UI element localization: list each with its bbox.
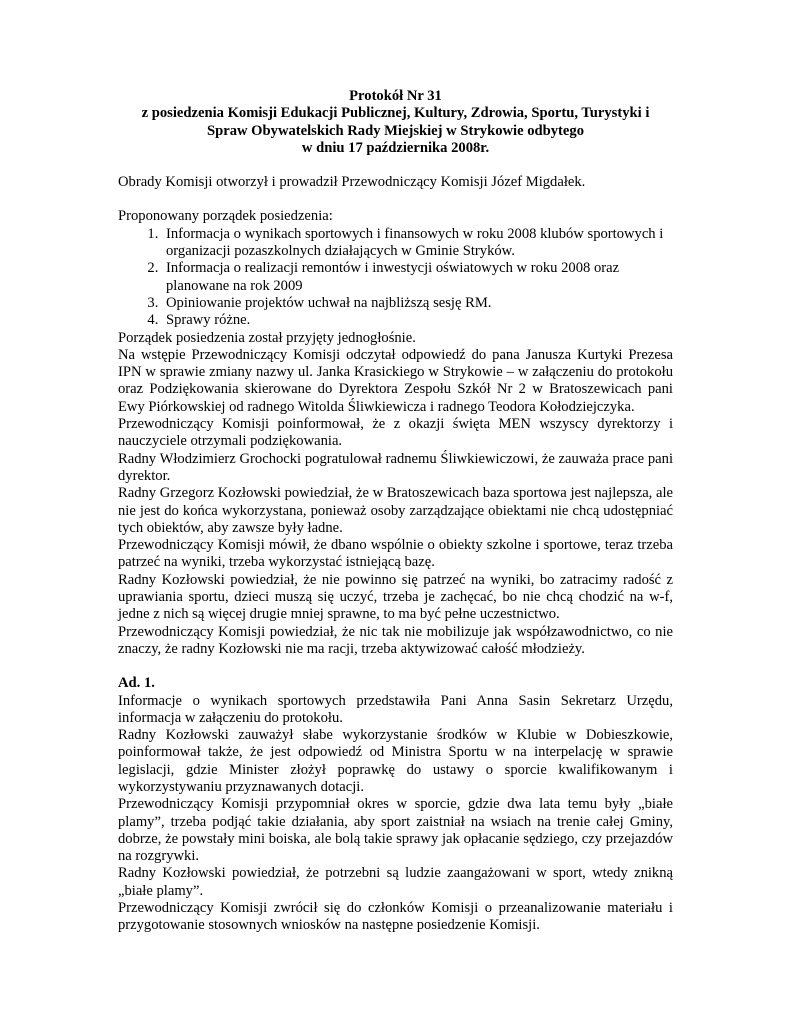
paragraph: Przewodniczący Komisji zwrócił się do członków Komisji o przeanalizowanie materiału i przygotowanie stosownych wniosków na następne posiedzenie Komisji. (118, 900, 673, 934)
document-page (118, 88, 673, 935)
agenda-item: 4. Sprawy różne. (162, 312, 673, 329)
agenda-list (118, 226, 673, 330)
paragraph: Przewodniczący Komisji powiedział, że nic tak nie mobilizuje jak współzawodnictwo, co nie znaczy, że radny Kozłowski nie ma racji, trzeba aktywizować całość młodzieży. (118, 623, 673, 657)
agenda-item: 2. Informacja o realizacji remontów i inwestycji oświatowych w roku 2008 oraz planowane na rok 2009 (162, 260, 673, 295)
paragraph: Na wstępie Przewodniczący Komisji odczytał odpowiedź do pana Janusza Kurtyki Prezesa IPN w sprawie zmiany nazwy ul. Janka Krasickiego w Strykowie – w załączeniu do protokołu oraz Podziękowania skierowane do Dyrektora Zespołu Szkół Nr 2 w Bratoszewicach pani Ewy Piórkowskiej od radnego Witolda Śliwkiewicza i radnego Teodora Kołodziejczyka. (118, 346, 673, 415)
title-line-1: Protokół Nr 31 (349, 88, 442, 104)
section-heading: Ad. 1. (118, 675, 155, 692)
paragraph: Radny Kozłowski zauważył słabe wykorzystanie środków w Klubie w Dobieszkowie, poinformował także, że jest odpowiedź od Ministra Sportu w na interpelację w sprawie legislacji, gdzie Minister złożył poprawkę do ustawy o sporcie kwalifikowanym i wykorzystywaniu przyznawanych dotacji. (118, 727, 673, 795)
document-title (118, 88, 673, 157)
paragraph: Radny Grzegorz Kozłowski powiedział, że w Bratoszewicach baza sportowa jest najlepsza, ale nie jest do końca wykorzystana, ponieważ osoby zarządzające obiektami nie chcą udostępniać tych obiektów, aby zawsze były ładne. (118, 485, 673, 536)
agenda-heading: Proponowany porządek posiedzenia: (118, 208, 333, 225)
title-line-4: w dniu 17 października 2008r. (301, 139, 490, 156)
title-line-2: z posiedzenia Komisji Edukacji Publicznej, Kultury, Zdrowia, Sportu, Turystyki i (141, 105, 650, 122)
paragraph: Informacje o wynikach sportowych przedstawiła Pani Anna Sasin Sekretarz Urzędu, informacja w załączeniu do protokołu. (118, 692, 673, 726)
title-line-3: Spraw Obywatelskich Rady Miejskiej w Strykowie odbytego (206, 122, 584, 139)
agenda-item: 1. Informacja o wynikach sportowych i finansowych w roku 2008 klubów sportowych i organizacji pozaszkolnych działających w Gminie Stryków. (162, 226, 673, 261)
paragraph: Porządek posiedzenia został przyjęty jednogłośnie. (118, 329, 416, 346)
agenda-item: 3. Opiniowanie projektów uchwał na najbliższą sesję RM. (162, 295, 673, 312)
paragraph: Przewodniczący Komisji poinformował, że z okazji święta MEN wszyscy dyrektorzy i nauczyciele otrzymali podziękowania. (118, 416, 673, 450)
intro-paragraph: Obrady Komisji otworzył i prowadził Przewodniczący Komisji Józef Migdałek. (118, 174, 586, 191)
paragraph: Radny Kozłowski powiedział, że potrzebni są ludzie zaangażowani w sport, wtedy znikną „białe plamy”. (118, 865, 673, 899)
paragraph: Radny Włodzimierz Grochocki pogratulował radnemu Śliwkiewiczowi, że zauważa prace pani dyrektor. (118, 450, 673, 484)
paragraph: Przewodniczący Komisji mówił, że dbano wspólnie o obiekty szkolne i sportowe, teraz trzeba patrzeć na wyniki, trzeba wykorzystać istniejącą bazę. (118, 537, 673, 571)
paragraph: Przewodniczący Komisji przypomniał okres w sporcie, gdzie dwa lata temu były „białe plamy”, trzeba podjąć takie działania, aby sport zaistniał na wsiach na trenie całej Gminy, dobrze, że powstały mini boiska, ale bolą takie sprawy jak opłacanie sędziego, czy przejazdów na rozgrywki. (118, 796, 673, 865)
paragraph: Radny Kozłowski powiedział, że nie powinno się patrzeć na wyniki, bo zatracimy radość z uprawiania sportu, dzieci muszą się uczyć, trzeba je zachęcać, bo nie chcą chodzić na w-f, jedne z nich są więcej drugie mniej sprawne, to ma być pełne uczestnictwo. (118, 571, 673, 623)
